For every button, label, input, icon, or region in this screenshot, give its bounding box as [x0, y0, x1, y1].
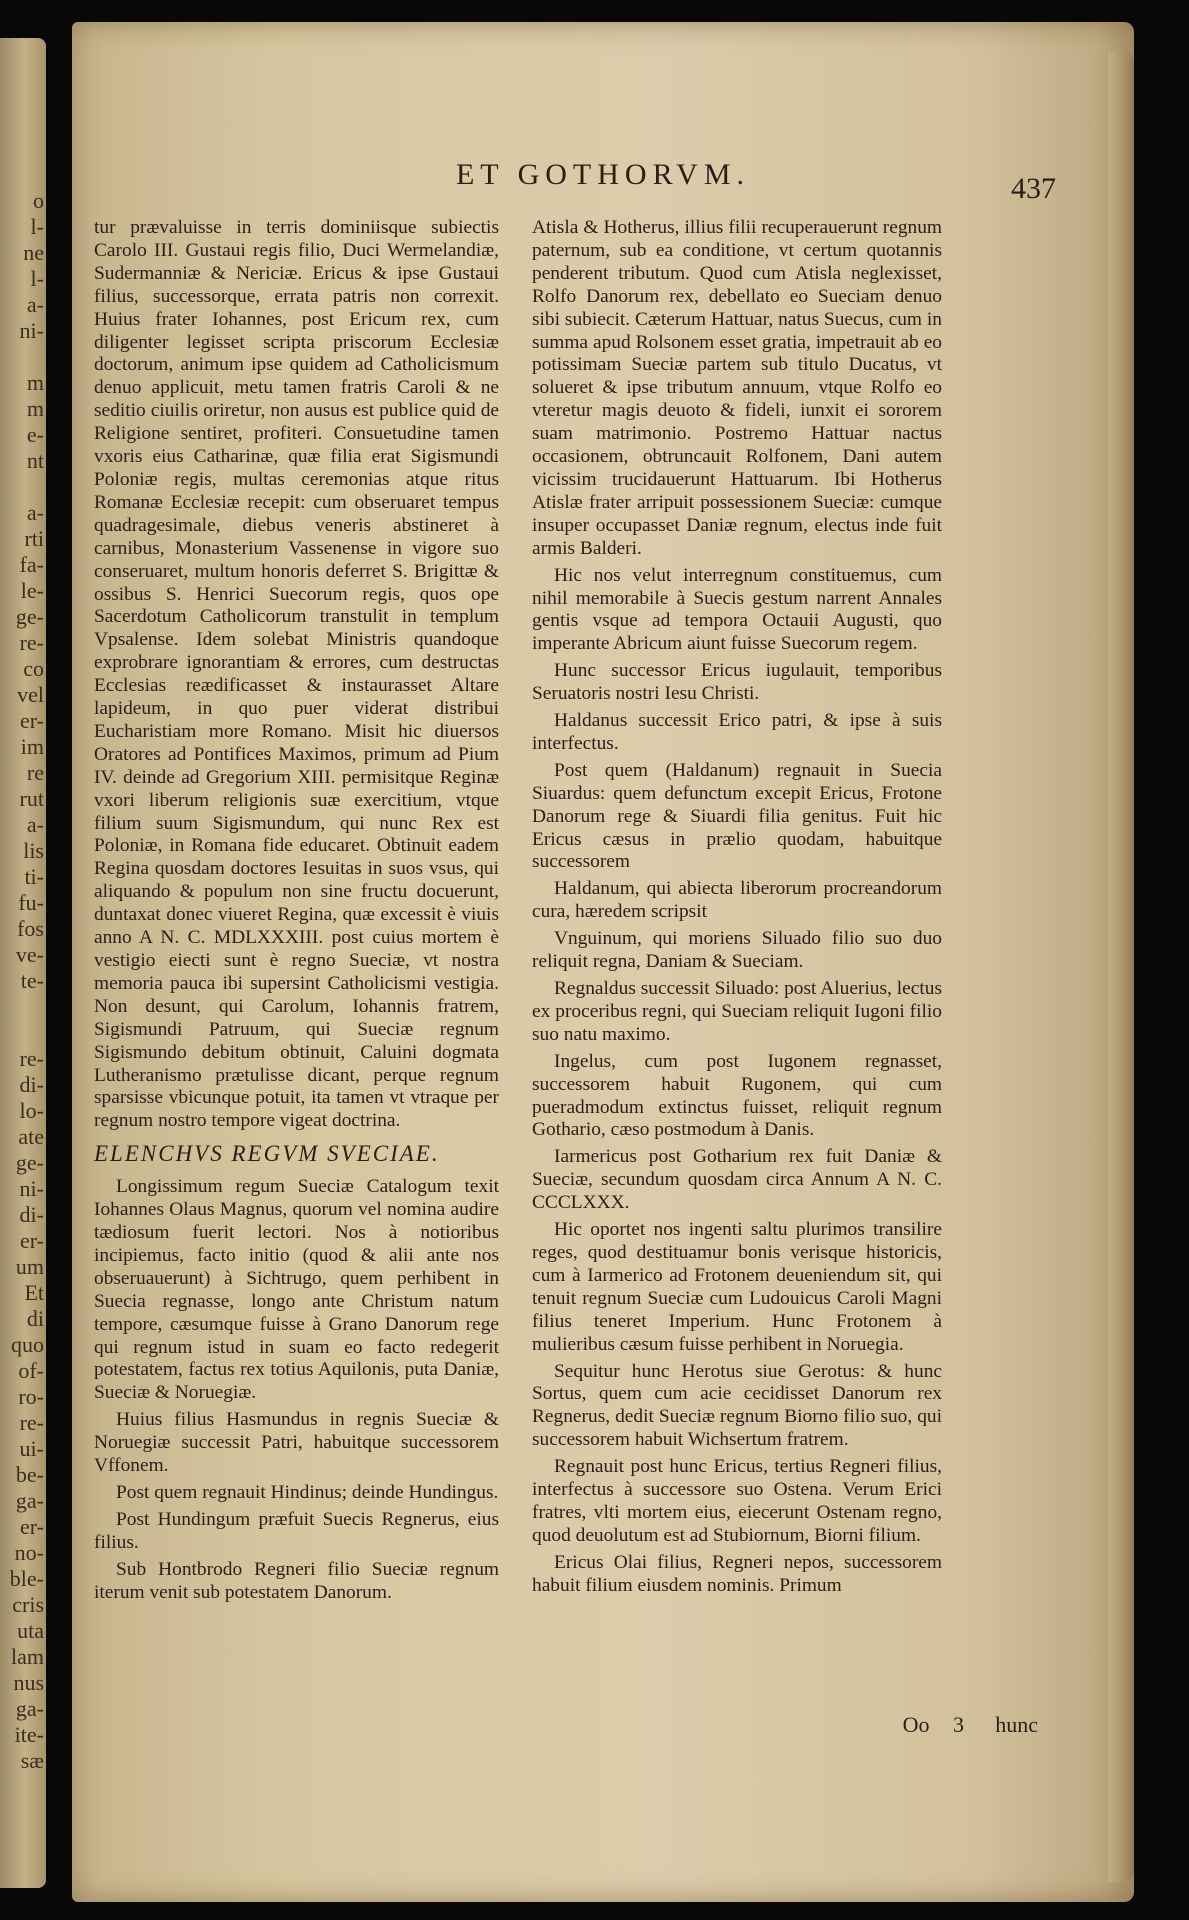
running-head: ET GOTHORVM. [455, 158, 751, 191]
signature-mark: Oo 3 [902, 1712, 964, 1737]
paragraph: Sequitur hunc Herotus siue Gerotus: & hunc Sortus, quem cum acie cecidisset Danorum rex Regnerus, dedit Sueciæ regnum Biorno filio suo, qui successorem habuit Wichsertum fratrem. [532, 1360, 942, 1451]
page-fore-edge [1108, 52, 1134, 1882]
paragraph: Hic oportet nos ingenti saltu plurimos transilire reges, quod destituamur bonis verisque historicis, cum à Iarmerico ad Frotonem deueniendum sit, qui tenuit regnum Sueciæ cum Ludouicus Caroli Magni filius teneret Imperium. Hunc Frotonem à mulieribus cæsum fuisse perhibent in Noruegia. [532, 1219, 942, 1355]
paragraph: Hic nos velut interregnum constituemus, cum nihil memorabile à Suecis gestum narrent Annales gentis vsque ad tempora Octauii Augusti, quo imperante Abricum aiunt fuisse Suecorum regem. [532, 564, 942, 655]
paragraph: Atisla & Hotherus, illius filii recuperauerunt regnum paternum, sub ea conditione, vt certum quotannis penderent tributum. Quod cum Atisla neglexisset, Rolfo Danorum rex, debellato eo Sueciam denuo sibi subiecit. Cæterum Hattuar, natus Suecus, cum in summa apud Rolsonem esset gratia, impetrauit ab eo potissimam Sueciæ partem sub titulo Ducatus, vt solueret & ipse tributum annuum, vtque Rolfo eo vteretur magis deuoto & fideli, iunxit ei sororem suam matrimonio. Postremo Hattuar nactus occasionem, obtruncauit Rolfonem, Dani autem vicissim trucidauerunt Hattuarum. Ibi Hotherus Atislæ frater arripuit possessionem Sueciæ: cumque insuper occupasset Daniæ regnum, electus inde fuit armis Balderi. [532, 217, 942, 559]
paragraph: Hunc successor Ericus iugulauit, temporibus Seruatoris nostri Iesu Christi. [532, 660, 942, 705]
book-page [72, 22, 1134, 1902]
paragraph: Post quem (Haldanum) regnauit in Suecia Siuardus: quem defunctum excepit Ericus, Frotone Danorum rege & Siuardi filia genitus. Fuit hic Ericus cæsus in prælio quodam, habuitque successorem [532, 759, 942, 873]
left-column [94, 217, 499, 1608]
paragraph: Huius filius Hasmundus in regnis Sueciæ & Noruegiæ successit Patri, habuitque successorem Vffonem. [94, 1409, 499, 1477]
paragraph: Haldanum, qui abiecta liberorum procreandorum cura, hæredem scripsit [532, 878, 942, 923]
paragraph: Regnaldus successit Siluado: post Aluerius, lectus ex proceribus regni, qui Sueciam reliquit Iugoni filio suo natu maximo. [532, 978, 942, 1045]
paragraph: Post quem regnauit Hindinus; deinde Hundingus. [116, 1481, 499, 1503]
paragraph: tur prævaluisse in terris dominiisque subiectis Carolo III. Gustaui regis filio, Duci Wermelandiæ, Sudermanniæ & Nericiæ. Ericus & ipse Gustaui filius, successorque, errata patris non correxit. Huius frater Iohannes, post Ericum rex, cum diligenter legisset scripta priscorum Ecclesiæ doctorum, animum ipse quidem ad Catholicismum denuo applicuit, metu tamen fratris Caroli & ne seditio ciuilis oriretur, non ausus est publice quid de Religione sentiret, profiteri. Consuetudine tamen vxoris eius Catharinæ, quæ filia erat Sigismundi Poloniæ regis, multas ceremonias atque ritus Romanæ Ecclesiæ recepit: cum obseruaret tempus quadragesimale, diebus veneris abstineret à carnibus, Monasterium Vassenense in vigore suo conseruaret, multum honoris deferret S. Brigittæ & ossibus S. Henrici Suecorum regis, quos ope Sacerdotum Catholicorum transtulit in templum Vpsalense. Idem solebat Ministris quandoque exprobrare ignorantiam & errores, cum destructas Ecclesias reædificasset & instaurasset Altare lapideum, in quo puer viderat distribui Eucharistiam more Romano. Misit hic diuersos Oratores ad Pontifices Maximos, primum ad Pium IV. deinde ad Gregorium XIII. permisitque Reginæ vxori liberum religionis suæ exercitium, vtque filium suum Sigismundum, qui nunc Rex est Poloniæ, in Romana fide educaret. Obtinuit eadem Regina quosdam doctores Iesuitas in suos vsus, qui aliquando & populum non sine fructu docuerunt, duntaxat donec viueret Regina, quæ excessit è viuis anno A N. C. MDLXXXIII. post cuius mortem è vestigio eiecti sunt è regno Sueciæ, vt nostra memoria pauca ibi supersint Catholicismi vestigia. Non desunt, qui Carolum, Iohannis fratrem, Sigismundi Patruum, qui Sueciæ regnum Sigismundo debitum obtinuit, Caluini dogmata Lutheranismo prætulisse dicant, perque regnum sparsisse vbicunque potuit, ita tamen vt vtraque per regnum nostro tempore vigeat doctrina. [94, 217, 499, 1132]
paragraph: Regnauit post hunc Ericus, tertius Regneri filius, interfectus à successore suo Ostena. Verum Erici fratres, vlti mortem eius, eiecerunt Ostenam regno, quod deuolutum est ad Stubiornum, Biorni filium. [532, 1456, 942, 1546]
paragraph: Vnguinum, qui moriens Siluado filio suo duo reliquit regna, Daniam & Sueciam. [532, 928, 942, 973]
paragraph: Iarmericus post Gotharium rex fuit Daniæ & Sueciæ, secundum quosdam circa Annum A N. C. CCCLXXX. [532, 1146, 942, 1214]
section-heading: ELENCHVS REGVM SVECIAE. [94, 1141, 440, 1167]
page-number: 437 [1011, 172, 1056, 205]
paragraph: Haldanus successit Erico patri, & ipse à suis interfectus. [532, 710, 942, 754]
previous-page-edge [0, 38, 46, 1888]
previous-page-margin-text: o l- ne l- a- ni- m m e- nt a- rti fa- le- ge- re- co vel er- im re rut a- lis ti- fu- fos ve- te- re- di- lo- ate ge- ni- di- er- um Et di quo of- ro- re- ui- be- ga- er- no- ble- cris uta lam nus ga- ite- sæ [9, 188, 44, 1773]
paragraph: Sub Hontbrodo Regneri filio Sueciæ regnum iterum venit sub potestatem Danorum. [94, 1558, 499, 1603]
catchword: hunc [995, 1712, 1038, 1737]
paragraph: Ingelus, cum post Iugonem regnasset, successorem habuit Rugonem, qui cum pueradmodum extinctus fuisset, reliquit regnum Gothario, cæso postmodum à Danis. [532, 1050, 942, 1141]
paragraph: Ericus Olai filius, Regneri nepos, successorem habuit filium eiusdem nominis. Primum [532, 1551, 942, 1596]
right-column [532, 217, 942, 1602]
paragraph: Longissimum regum Sueciæ Catalogum texit Iohannes Olaus Magnus, quorum vel nomina audire tædiosum fuerit lectori. Nos à notioribus incipiemus, facto initio (quod & alii ante nos obseruauerunt) à Sichtrugo, quem perhibent in Suecia regnasse, longo ante Christum natum tempore, cæsumque fuisse à Grano Danorum rege qui regnum istud in suam eo facto redegerit potestatem, factus rex totius Aquilonis, puta Daniæ, Sueciæ & Noruegiæ. [94, 1176, 499, 1404]
paragraph: Post Hundingum præfuit Suecis Regnerus, eius filius. [94, 1508, 499, 1553]
